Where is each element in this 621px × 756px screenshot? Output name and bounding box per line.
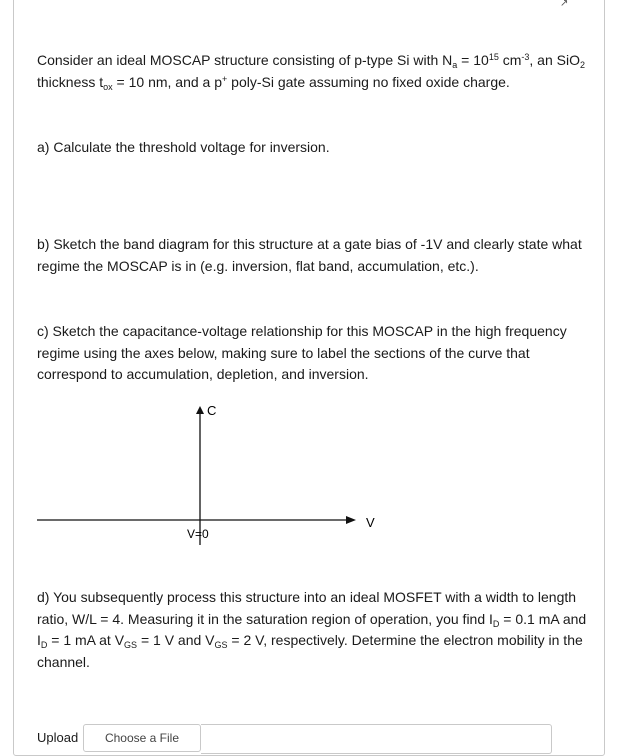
question-intro: Consider an ideal MOSCAP structure consisting of p-type Si with $N_a = 10^{15}$ $cm^{-3}$, an SiO$_2$ thickness $t_{ox} = 10$ nm, and a p+ poly-Si gate assuming no fixed oxide charge. [37,52,586,92]
x-axis-arrow [346,516,356,524]
cv-axes-plot [0,395,621,555]
origin-label: V=0 [187,527,209,541]
part-b-text: b) Sketch the band diagram for this structure at a gate bias of -1V and clearly state what regime the MOSCAP is in (e.g. inversion, flat band, accumulation, etc.). [37,236,582,274]
upload-row [37,724,557,754]
corner-chevron-icon: ↗ [560,0,569,9]
x-axis-label: V [366,515,375,530]
upload-label: Upload [37,730,79,745]
choose-file-button[interactable]: Choose a File [83,724,201,752]
y-axis-arrow [196,406,204,414]
part-c-text: c) Sketch the capacitance-voltage relationship for this MOSCAP in the high frequency regime using the axes below, making sure to label the sections of the curve that correspond to accumulation, depletion, and inversion. [37,323,567,382]
part-a-text: a) Calculate the threshold voltage for inversion. [37,139,330,155]
part-d-text: d) You subsequently process this structure into an ideal MOSFET with a width to length ratio, W/L = 4. Measuring it in the saturation region of operation, you find $I_D = 0.1$ mA and $I_D = 1$ mA at $V_{GS} = 1$ V and $V_{GS} = 2$ V, respectively. Determine the electron mobility in the channel. [37,589,587,670]
y-axis-label: C [207,403,217,418]
file-name-field[interactable] [201,724,552,754]
